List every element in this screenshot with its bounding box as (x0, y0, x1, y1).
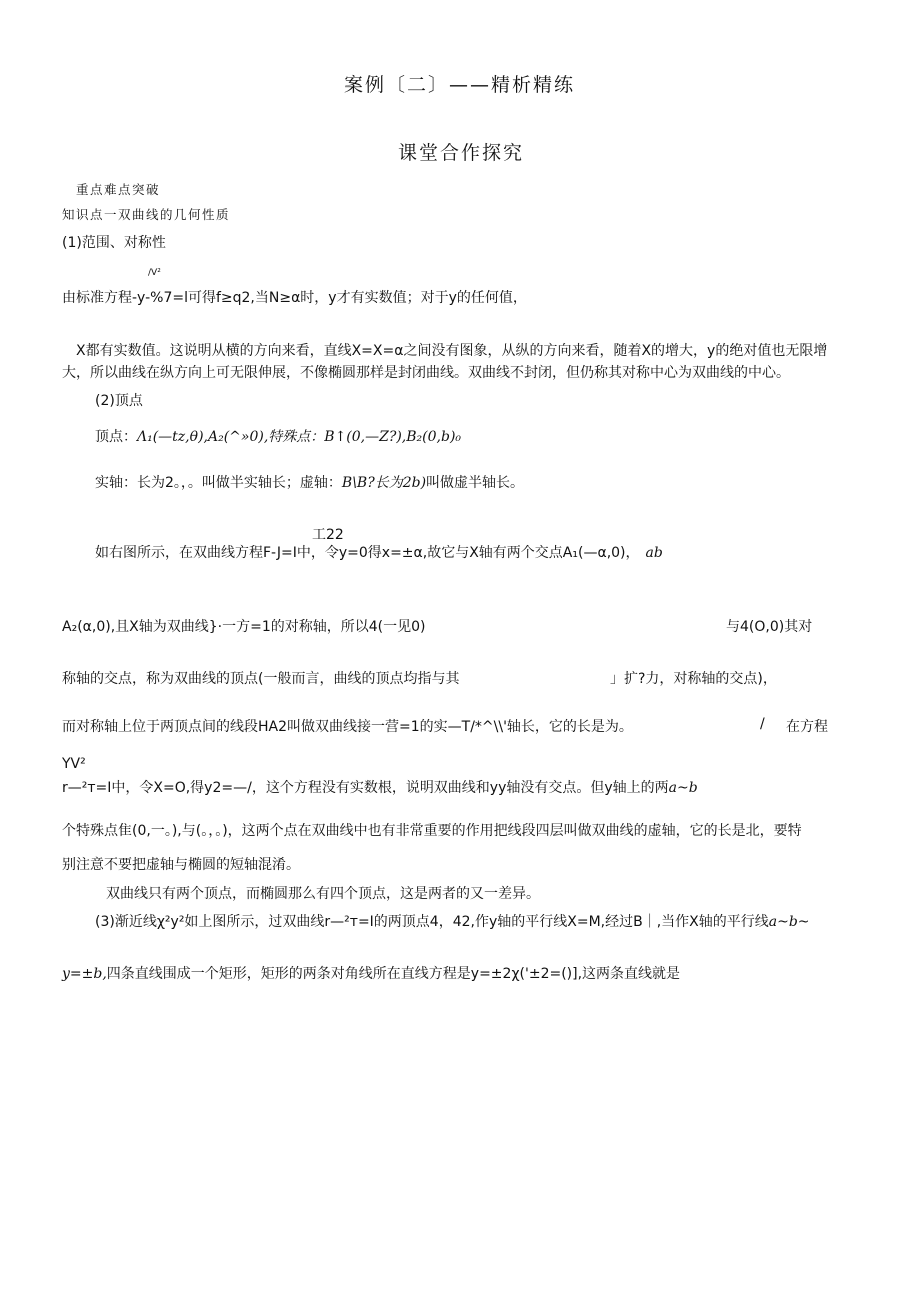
page-title: 案例〔二〕——精析精练 (344, 74, 576, 96)
formula-fragment: a~b~ (768, 914, 810, 930)
formula-superscript: 工22 (312, 527, 344, 543)
paragraph-line (95, 542, 663, 562)
vertex-formula: Λ₁(—tz,θ),A₂(^»0),特殊点：B↑(0,—Z?),B₂(0,b)₀ (137, 429, 462, 445)
section-title: 课堂合作探究 (398, 142, 525, 164)
paragraph-line: 别注意不要把虚轴与椭圆的短轴混淆。 (62, 857, 300, 873)
axis-formula: B\B?长为2b) (341, 475, 427, 491)
paragraph-text: 四条直线围成一个矩形，矩形的两条对角线所在直线方程是y=±2χ('±2=()],这两条直线就是 (106, 966, 681, 982)
paragraph-line: / (760, 716, 765, 732)
vertex-heading: (2)顶点 (95, 393, 143, 409)
paragraph-line: 称轴的交点，称为双曲线的顶点(一般而言，曲线的顶点均指与其 (62, 671, 460, 687)
paragraph-line: 在方程 (786, 719, 828, 735)
axis-tail: 叫做虚半轴长。 (426, 475, 525, 491)
paragraph-line: 与4(O,0)其对 (726, 619, 813, 635)
formula-superscript: /V² (148, 268, 161, 278)
formula-fragment: ab (645, 545, 663, 561)
formula-fragment: a~b (668, 780, 698, 796)
paragraph-line: X都有实数值。这说明从横的方向来看，直线X=X=α之间没有图象，从纵的方向来看，随着X的增大，y的绝对值也无限增 (76, 343, 828, 359)
paragraph-line: 双曲线只有两个顶点，而椭圆那么有四个顶点，这是两者的又一差异。 (106, 886, 540, 902)
paragraph-text: (3)渐近线χ²y²如上图所示，过双曲线r—²ᴛ=I的两顶点4，42,作y轴的平行线X=M,经过B｜,当作X轴的平行线 (95, 914, 769, 930)
formula-superscript: YV² (62, 756, 86, 772)
knowledge-point-heading: 知识点一双曲线的几何性质 (62, 207, 231, 222)
paragraph-line: A₂(α,0),且X轴为双曲线}·一方=1的对称轴，所以4(一见0) (62, 619, 426, 635)
key-points-heading: 重点难点突破 (76, 182, 161, 197)
vertex-label: 顶点： (95, 429, 137, 445)
paragraph-line: 由标准方程-y-%7=l可得f≥q2,当N≥α时，y才有实数值；对于y的任何值， (62, 290, 527, 306)
paragraph-text: 如右图所示，在双曲线方程F-J=I中，令y=0得x=±α,故它与X轴有两个交点A₁(—α,0)， (95, 545, 640, 561)
axis-line (95, 472, 524, 492)
paragraph-line (95, 911, 810, 931)
paragraph-line (62, 963, 680, 983)
axis-label: 实轴：长为2。，。叫做半实轴长；虚轴： (95, 475, 342, 491)
vertex-line (95, 426, 461, 446)
paragraph-line: 」扩?力，对称轴的交点)， (610, 671, 777, 687)
paragraph-line: 而对称轴上位于两顶点间的线段HA2叫做双曲线接一营=1的实—T/*^\\'轴长，它的长是为。 (62, 719, 633, 735)
paragraph-line (62, 777, 698, 797)
range-symmetry-heading: (1)范围、对称性 (62, 235, 166, 251)
paragraph-line: 个特殊点隹(0,一。),与(。，。)，这两个点在双曲线中也有非常重要的作用把线段四层叫做双曲线的虚轴，它的长是北，要特 (62, 823, 802, 839)
formula-fragment: y=±b, (62, 966, 107, 982)
paragraph-line: 大，所以曲线在纵方向上可无限伸展，不像椭圆那样是封闭曲线。双曲线不封闭，但仍称其对称中心为双曲线的中心。 (62, 365, 790, 381)
paragraph-text: r—²ᴛ=I中，令X=O,得y2=—/，这个方程没有实数根，说明双曲线和yy轴没有交点。但y轴上的两 (62, 780, 669, 796)
